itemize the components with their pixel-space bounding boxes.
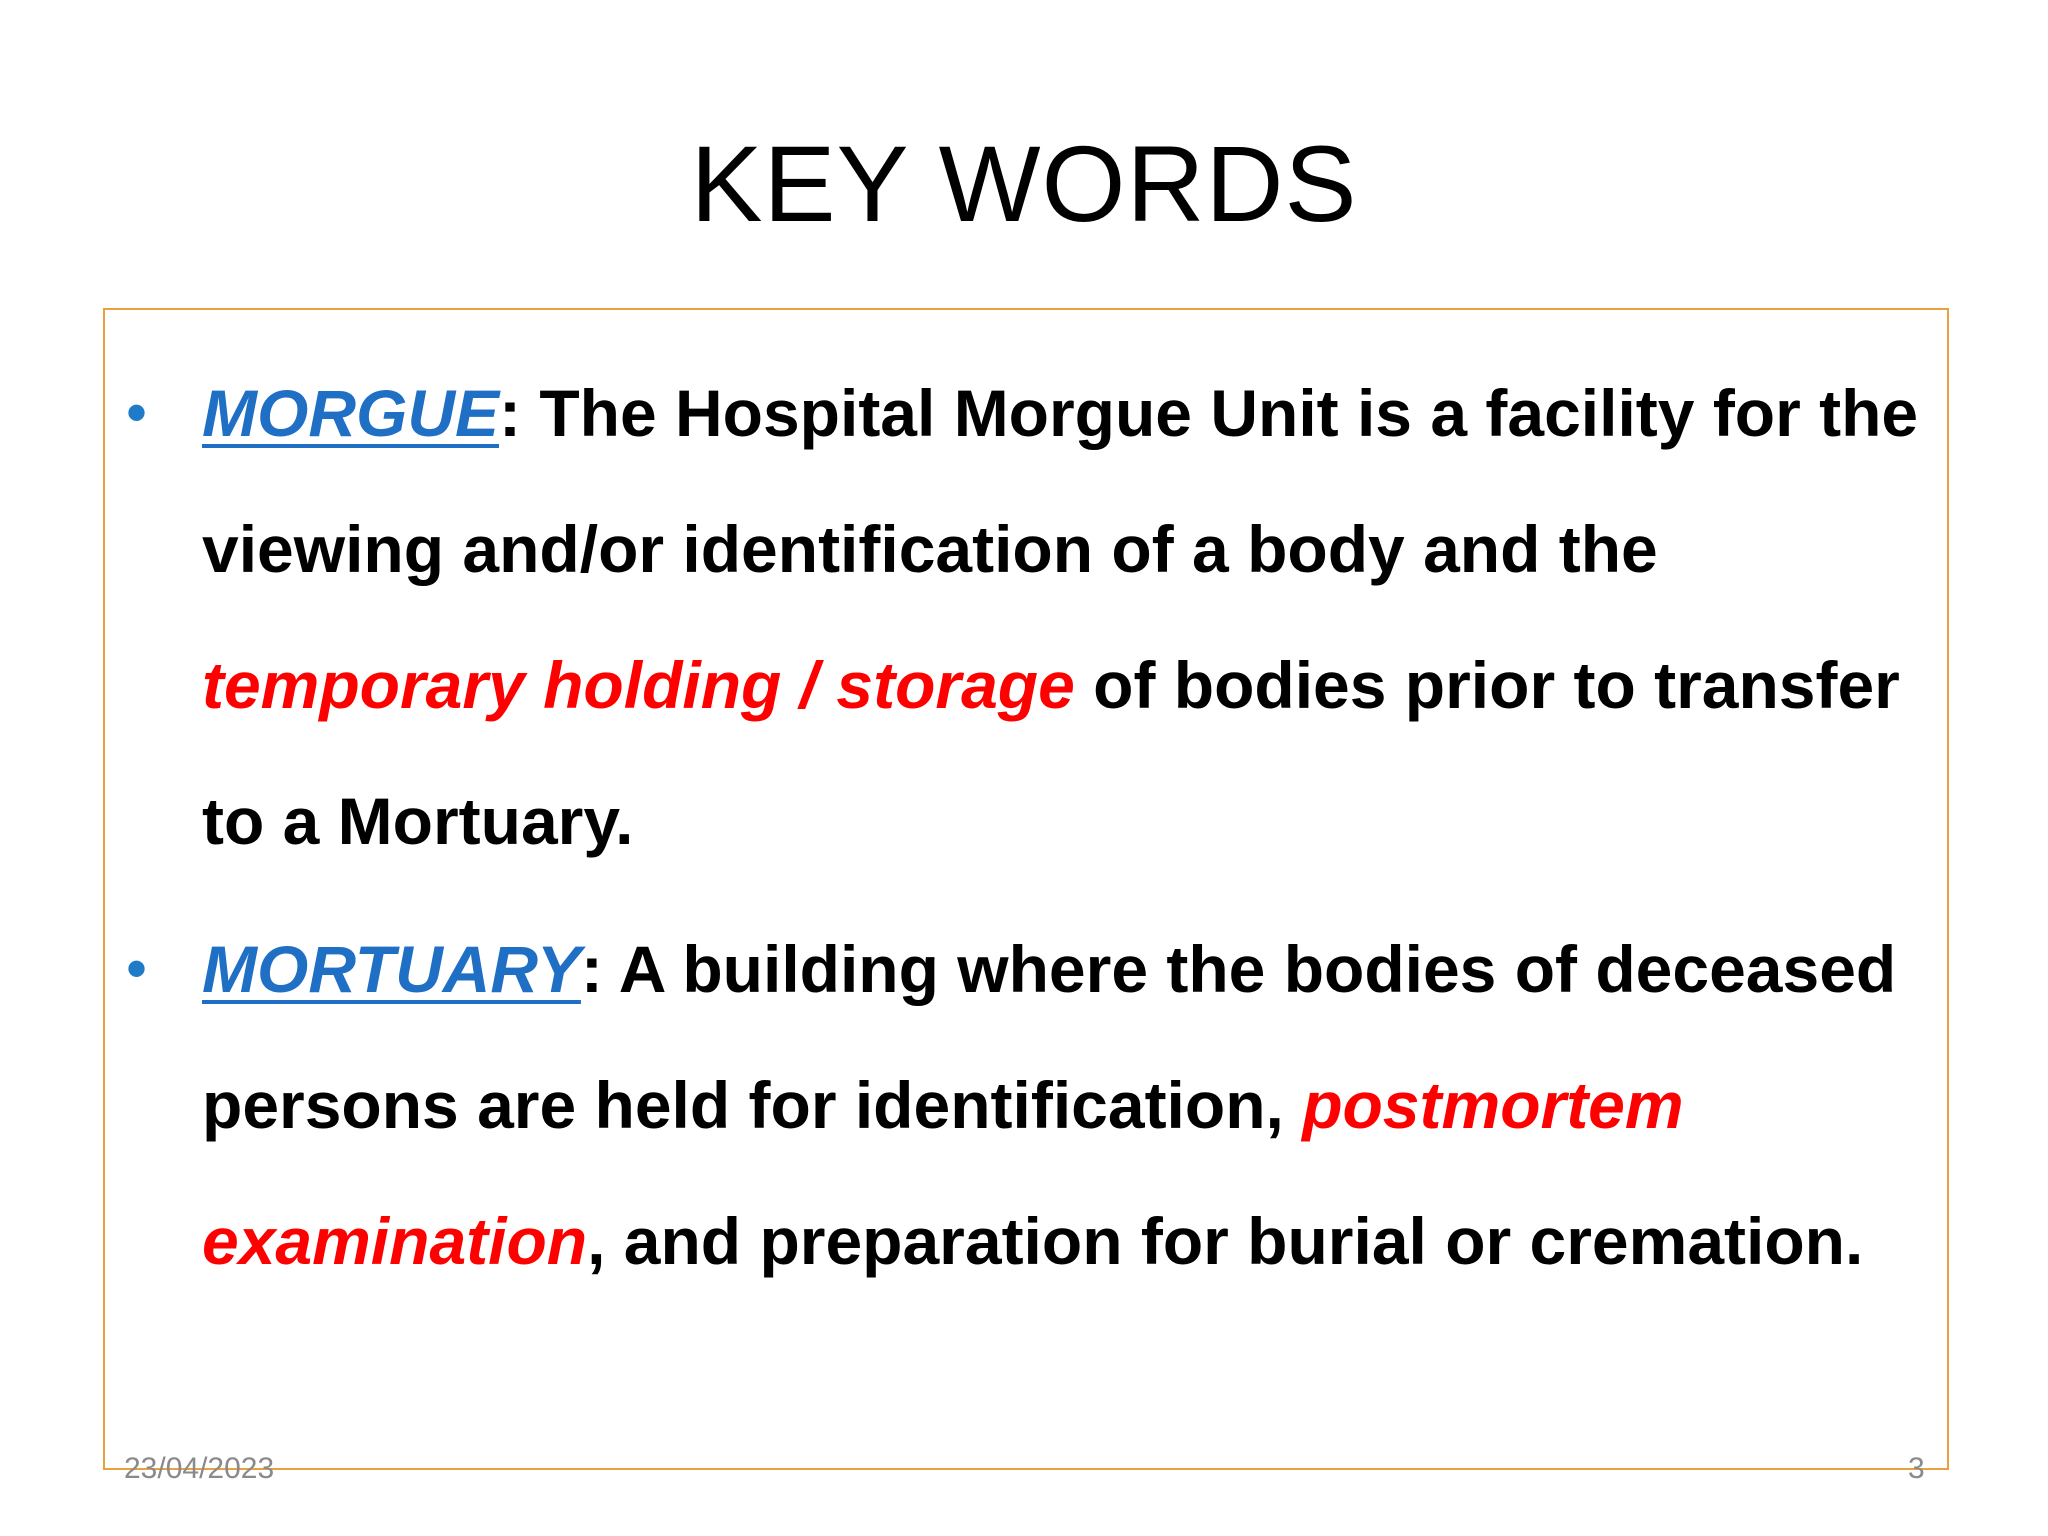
term-morgue: MORGUE [202, 376, 499, 450]
bullet-dot-icon: • [126, 935, 148, 1002]
definition-emphasis: postmortem examination [202, 1068, 1684, 1278]
slide-title: KEY WORDS [690, 123, 1358, 244]
bullet-item-mortuary [120, 901, 1920, 1309]
term-mortuary: MORTUARY [202, 932, 581, 1006]
bullet-item-morgue [120, 345, 1920, 889]
definition-text: The Hospital Morgue Unit is a facility for the viewing and/or identification of a body and the [202, 376, 1919, 586]
definition-text: A building where the bodies of deceased persons are held for identification, [202, 932, 1897, 1142]
term-separator: : [499, 376, 521, 450]
definition-text: of bodies prior to transfer to a Mortuary. [202, 648, 1900, 858]
bullet-dot-icon: • [126, 379, 148, 446]
term-separator: : [580, 932, 603, 1006]
footer-page-number: 3 [1908, 1452, 1925, 1485]
definition-emphasis: temporary holding / storage [202, 648, 1075, 722]
footer-date: 23/04/2023 [124, 1452, 275, 1485]
bullet-list [120, 345, 1920, 1321]
definition-text: , and preparation for burial or cremation. [587, 1204, 1864, 1278]
